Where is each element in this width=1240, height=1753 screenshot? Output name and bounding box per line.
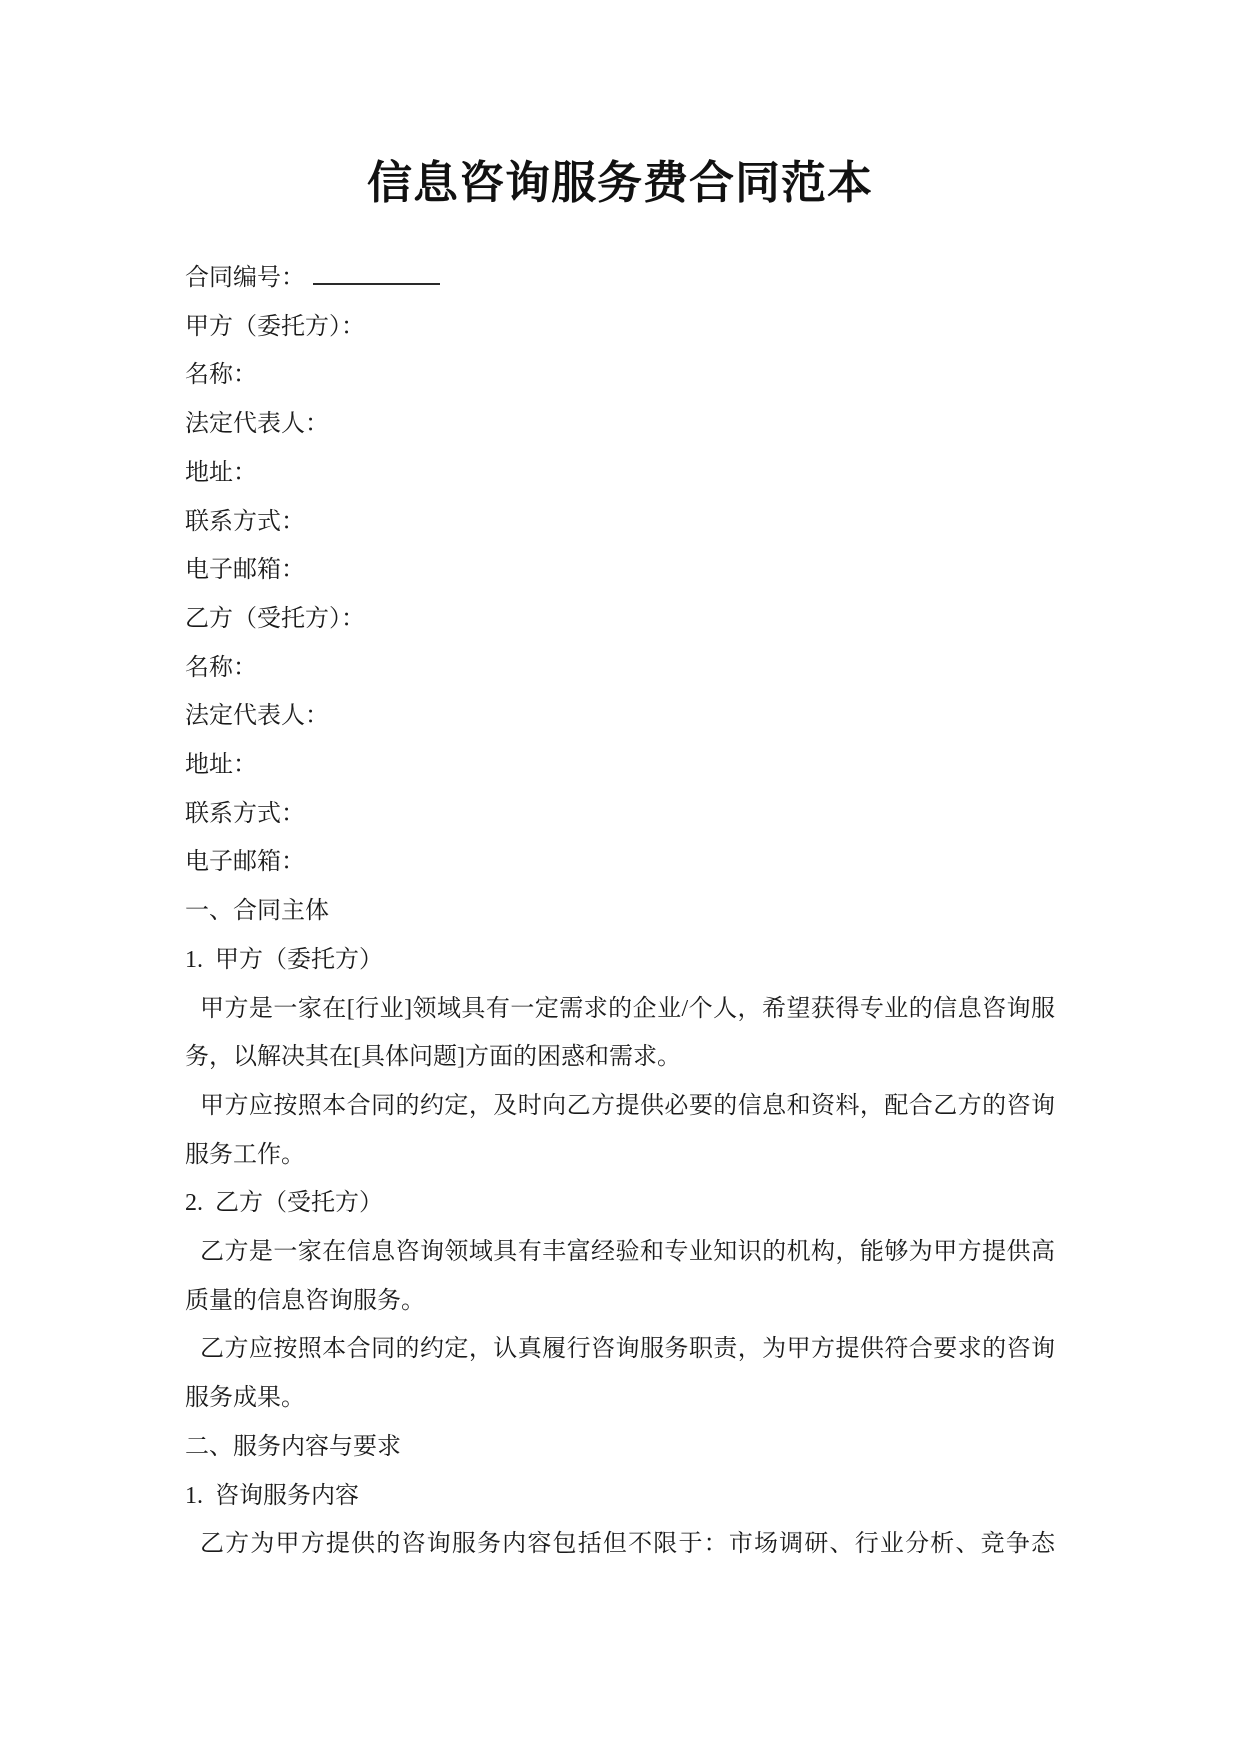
document-title: 信息咨询服务费合同范本 <box>366 158 873 208</box>
paragraph: 乙方应按照本合同的约定，认真履行咨询服务职责，为甲方提供符合要求的咨询服务成果。 <box>185 1336 1055 1412</box>
field-label-line: 名称： <box>185 362 257 389</box>
contract-number-label: 合同编号： <box>185 265 305 291</box>
document-body <box>185 254 1055 1569</box>
field-label-line: 甲方（委托方）： <box>185 313 365 340</box>
clause-heading: 1. 甲方（委托方） <box>185 946 383 973</box>
section-heading: 一、合同主体 <box>185 898 329 925</box>
clause-heading: 1. 咨询服务内容 <box>185 1482 359 1509</box>
field-label-line: 乙方（受托方）： <box>185 605 365 632</box>
field-label-line: 法定代表人： <box>185 411 329 438</box>
paragraph: 甲方是一家在[行业]领域具有一定需求的企业/个人，希望获得专业的信息咨询服务，以解决其在[具体问题]方面的困惑和需求。 <box>185 995 1055 1071</box>
contract-number-line <box>185 254 1055 303</box>
field-label-line: 地址： <box>185 752 257 779</box>
paragraph: 甲方应按照本合同的约定，及时向乙方提供必要的信息和资料，配合乙方的咨询服务工作。 <box>185 1092 1055 1168</box>
field-label-line: 电子邮箱： <box>185 557 305 584</box>
document-lines <box>185 303 1055 1569</box>
field-label-line: 地址： <box>185 459 257 486</box>
field-label-line: 联系方式： <box>185 800 305 827</box>
contract-number-blank <box>313 259 440 285</box>
clause-heading: 2. 乙方（受托方） <box>185 1190 383 1217</box>
paragraph: 乙方是一家在信息咨询领域具有丰富经验和专业知识的机构，能够为甲方提供高质量的信息咨询服务。 <box>185 1239 1055 1314</box>
paragraph: 乙方为甲方提供的咨询服务内容包括但不限于：市场调研、行业分析、竞争态 <box>200 1531 1055 1558</box>
field-label-line: 法定代表人： <box>185 703 329 730</box>
field-label-line: 联系方式： <box>185 508 305 535</box>
field-label-line: 名称： <box>185 654 257 681</box>
section-heading: 二、服务内容与要求 <box>185 1433 401 1460</box>
field-label-line: 电子邮箱： <box>185 849 305 876</box>
